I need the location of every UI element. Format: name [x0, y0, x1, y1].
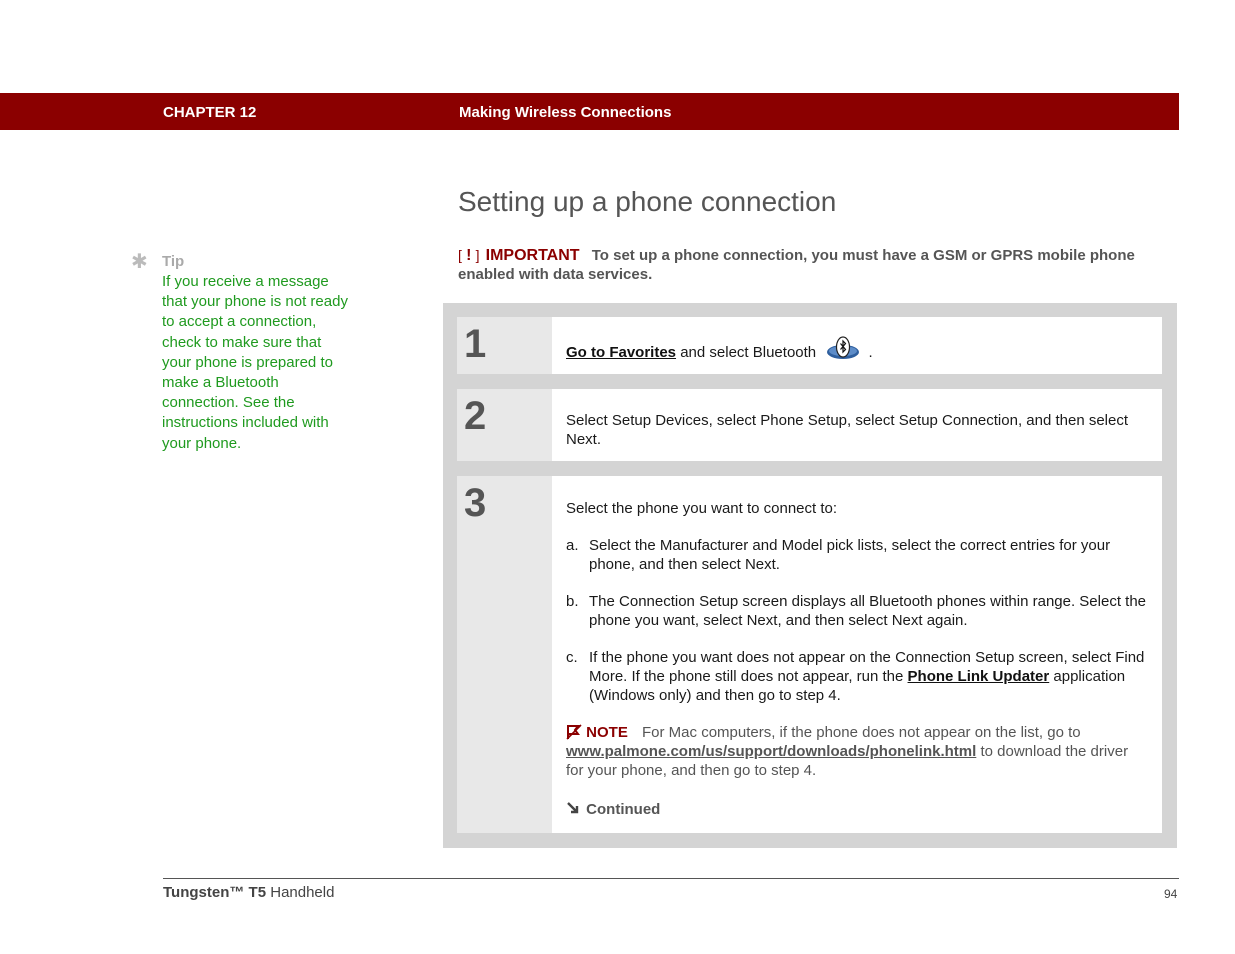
footer-product-type: Handheld — [270, 884, 335, 901]
footer-rule — [163, 878, 1179, 879]
step-number-column — [457, 389, 552, 461]
list-item-text: The Connection Setup screen displays all Bluetooth phones within range. Select the phone you want, select Next, and then select Next again. — [589, 593, 1147, 629]
go-to-favorites-link[interactable]: Go to Favorites — [566, 344, 677, 361]
arrow-down-right-icon — [566, 801, 586, 818]
note-icon — [566, 724, 586, 741]
footer-product — [163, 884, 334, 901]
exclamation-icon: ! — [466, 247, 472, 264]
phonelink-download-link[interactable]: www.palmone.com/us/support/downloads/phonelink.html — [566, 743, 977, 760]
note-text-after: to download the driver for your phone, and then go to step 4. — [566, 743, 1129, 779]
step-number-column — [457, 476, 552, 833]
steps-panel — [443, 303, 1177, 848]
step-number-column — [457, 317, 552, 374]
step-number: 3 — [464, 481, 487, 525]
note-label: NOTE — [586, 724, 628, 741]
list-item-text: Select the Manufacturer and Model pick lists, select the correct entries for your phone, and then select Next. — [589, 537, 1111, 573]
continued-indicator — [566, 800, 1146, 819]
step-3-content — [566, 499, 1146, 819]
list-item — [566, 536, 1146, 574]
chapter-number: CHAPTER 12 — [163, 104, 257, 121]
step-2-text: Select Setup Devices, select Phone Setup, select Setup Connection, and then select Next. — [566, 412, 1129, 448]
step-number: 2 — [464, 394, 487, 438]
list-item — [566, 648, 1146, 705]
step-number: 1 — [464, 322, 487, 366]
step-body — [552, 389, 1162, 461]
list-item-letter: b. — [566, 593, 579, 610]
tip-text: If you receive a message that your phone is not ready to accept a connection, check to make sure that your phone is prepared to make a Bluetooth connection. See the instructions included with your phone. — [162, 273, 348, 452]
continued-label: Continued — [586, 801, 661, 818]
step-3 — [457, 476, 1162, 833]
step-body — [552, 317, 1162, 374]
page-title: Setting up a phone connection — [458, 186, 837, 217]
step-body — [552, 476, 1162, 833]
step-1-instruction: and select Bluetooth — [680, 344, 817, 361]
list-item — [566, 592, 1146, 630]
chapter-title: Making Wireless Connections — [459, 104, 672, 121]
step-3-intro: Select the phone you want to connect to: — [566, 500, 838, 517]
step-1-end: . — [868, 344, 873, 361]
bluetooth-icon — [826, 336, 860, 362]
footer-product-name: Tungsten™ T5 — [163, 884, 267, 901]
step-2 — [457, 389, 1162, 461]
tip-label: Tip — [162, 253, 185, 270]
note-block — [566, 723, 1146, 780]
page-number: 94 — [1164, 887, 1178, 901]
important-bracket-open: [ — [458, 247, 462, 263]
phone-link-updater-link[interactable]: Phone Link Updater — [907, 668, 1050, 685]
important-notice — [458, 246, 1168, 284]
asterisk-icon: ✱ — [131, 251, 148, 273]
list-item-text: If the phone you want does not appear on the Connection Setup screen, select Find More. If the phone still does not appear, run the — [589, 649, 1145, 685]
note-text: For Mac computers, if the phone does not appear on the list, go to — [642, 724, 1081, 741]
list-item-letter: a. — [566, 537, 579, 554]
important-bracket-close: ] — [475, 247, 480, 263]
list-item-text-after: application (Windows only) and then go to step 4. — [589, 668, 1126, 704]
step-1 — [457, 317, 1162, 374]
important-text: To set up a phone connection, you must have a GSM or GPRS mobile phone enabled with data services. — [458, 247, 1135, 283]
step-1-text — [566, 336, 1146, 362]
list-item-letter: c. — [566, 649, 578, 666]
important-label: IMPORTANT — [485, 247, 580, 264]
